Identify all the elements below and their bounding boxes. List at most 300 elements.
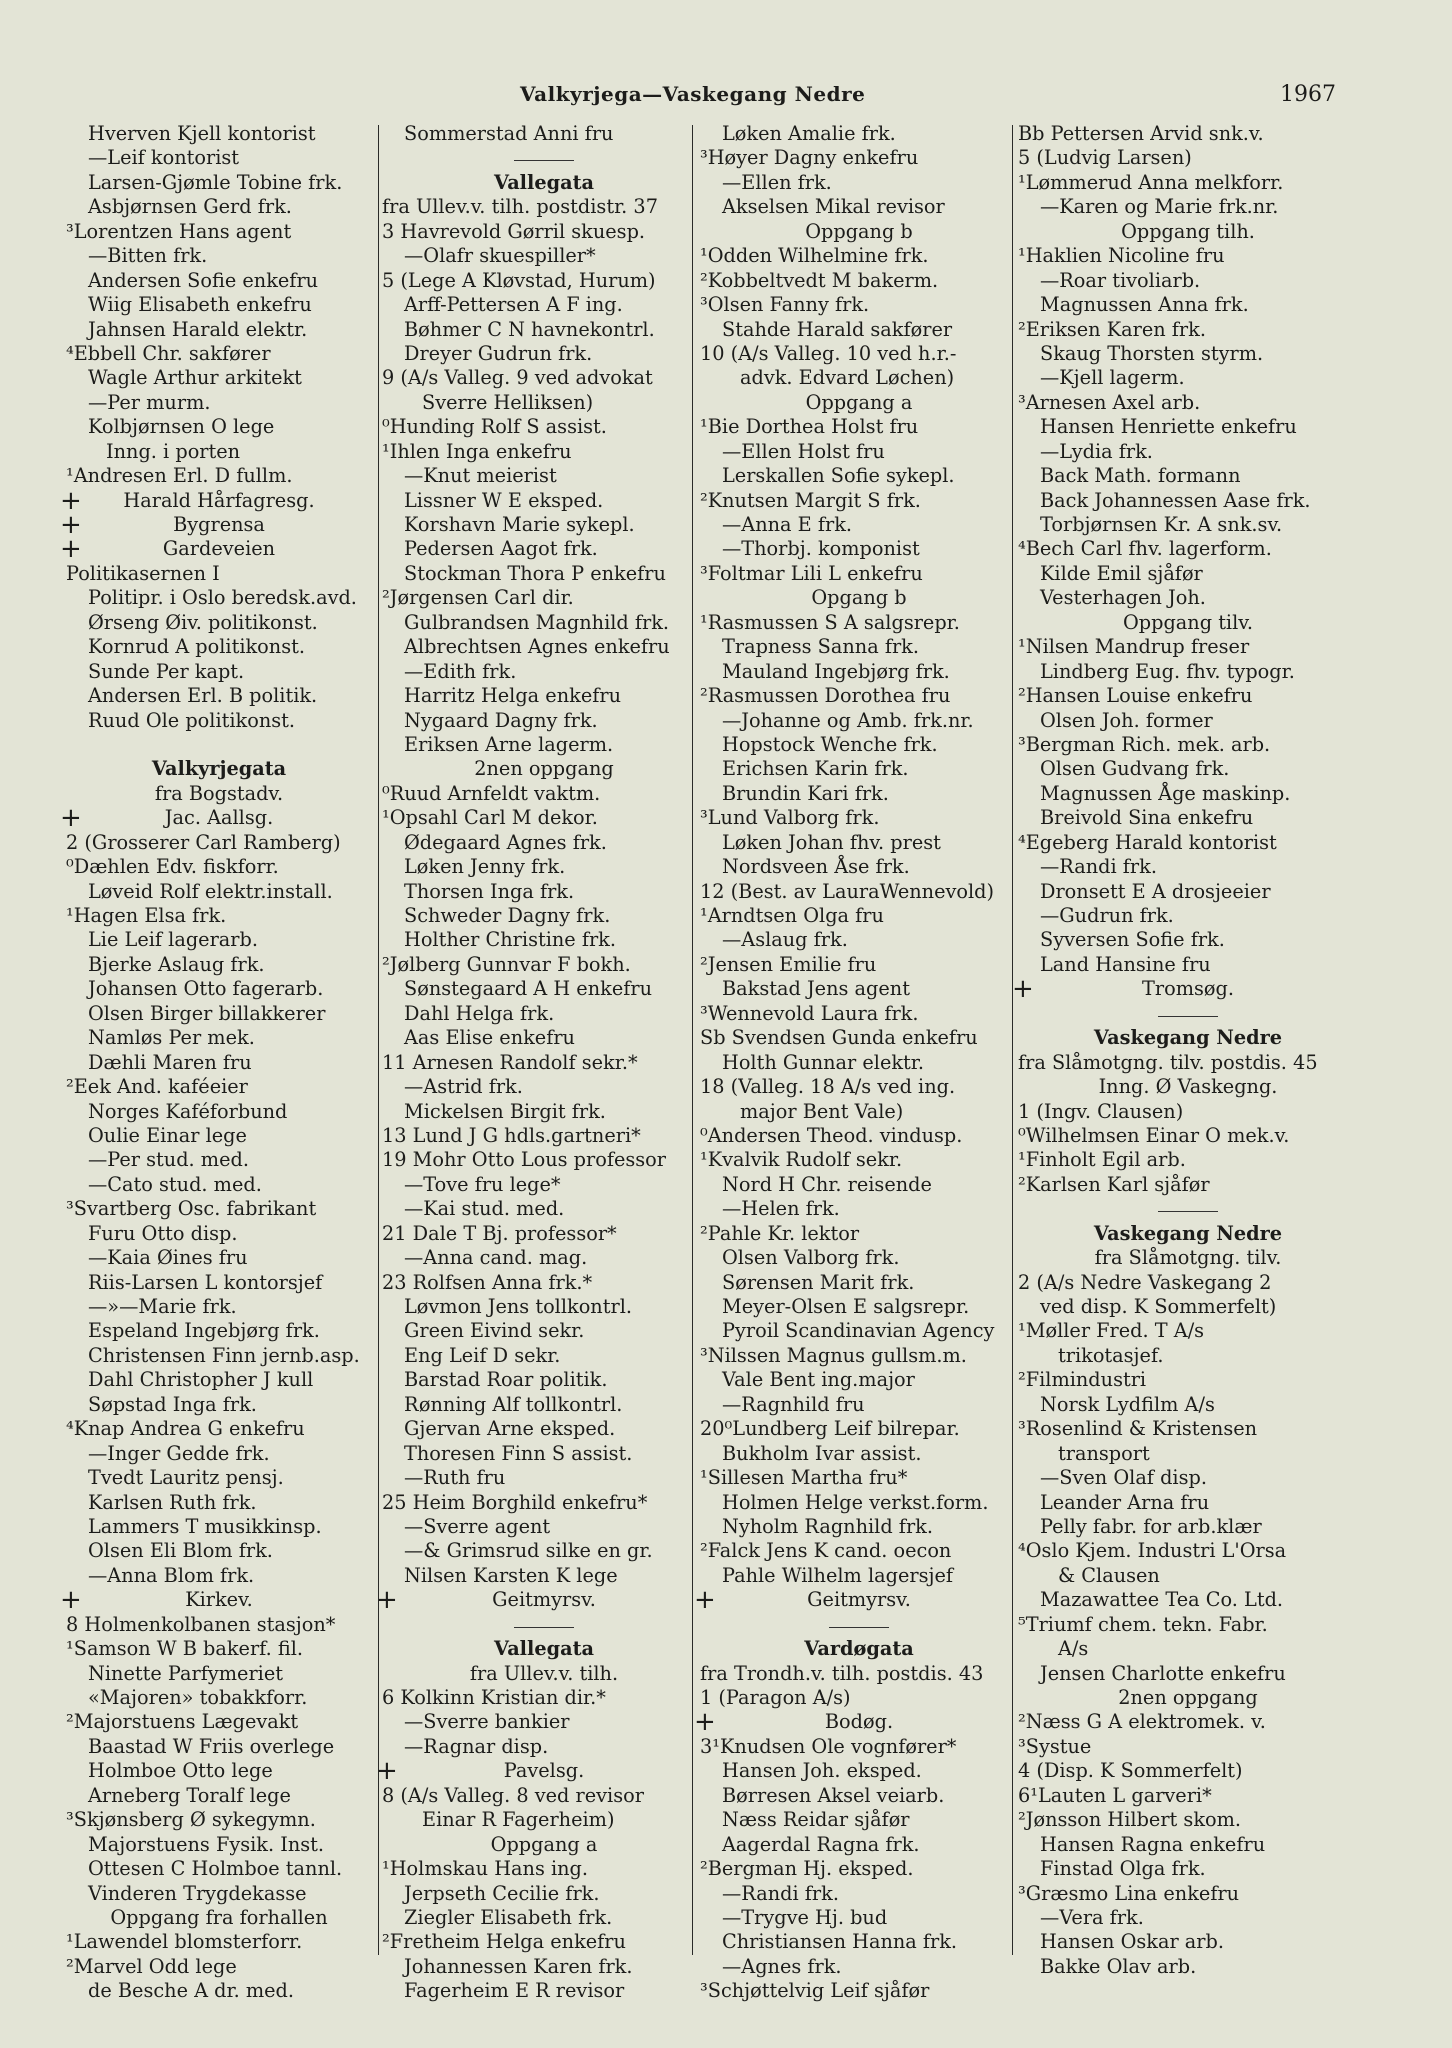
directory-entry: Bjerke Aslaug frk. bbox=[88, 952, 265, 976]
directory-entry: ³Olsen Fanny frk. bbox=[700, 293, 870, 317]
directory-entry: ⁰Ruud Arnfeldt vaktm. bbox=[382, 781, 601, 805]
directory-entry: Johannessen Karen frk. bbox=[404, 1954, 633, 1978]
directory-entry: ²Karlsen Karl sjåfør bbox=[1018, 1172, 1210, 1196]
directory-entry: 18 (Valleg. 18 A/s ved ing. bbox=[700, 1075, 956, 1099]
directory-entry: Ruud Ole politikonst. bbox=[88, 708, 296, 732]
cross-street-icon: + bbox=[694, 1585, 716, 1616]
directory-entry: ²Kobbeltvedt M bakerm. bbox=[700, 268, 939, 292]
directory-entry: Løvmon Jens tollkontrl. bbox=[404, 1295, 632, 1318]
directory-entry: ²Næss G A elektromek. v. bbox=[1018, 1710, 1266, 1734]
directory-entry: —Sverre agent bbox=[404, 1514, 551, 1538]
cross-street-icon: + bbox=[60, 510, 82, 540]
directory-entry: —Aslaug frk. bbox=[722, 928, 848, 952]
cross-street-icon: + bbox=[694, 1707, 716, 1738]
directory-entry: 1 (Paragon A/s) bbox=[700, 1686, 851, 1709]
directory-entry: Harritz Helga enkefru bbox=[404, 684, 621, 708]
directory-entry: —Per murm. bbox=[88, 390, 211, 414]
directory-entry: —Ellen Holst fru bbox=[722, 439, 885, 463]
directory-entry: Arff-Pettersen A F ing. bbox=[404, 293, 623, 317]
directory-entry: ¹Arndtsen Olga fru bbox=[700, 904, 884, 927]
directory-entry: Løken Johan fhv. prest bbox=[722, 830, 941, 854]
directory-column-2 bbox=[376, 122, 706, 2004]
directory-entry: 3 Havrevold Gørril skuesp. bbox=[382, 219, 646, 243]
directory-entry: —Kjell lagerm. bbox=[1040, 366, 1185, 390]
directory-entry: Christiansen Hanna frk. bbox=[722, 1930, 958, 1954]
directory-entry: ³Græsmo Lina enkefru bbox=[1018, 1881, 1240, 1905]
directory-entry: Sb Svendsen Gunda enkefru bbox=[700, 1026, 978, 1050]
directory-entry: 23 Rolfsen Anna frk.* bbox=[382, 1270, 593, 1294]
directory-entry: Leander Arna fru bbox=[1040, 1490, 1210, 1514]
directory-entry: Arneberg Toralf lege bbox=[88, 1783, 291, 1807]
directory-entry: Olsen Birger billakkerer bbox=[88, 1001, 326, 1025]
directory-entry: —»—Marie frk. bbox=[88, 1295, 237, 1318]
directory-entry: ³Schjøttelvig Leif sjåfør bbox=[700, 1979, 930, 2003]
directory-entry: Stockman Thora P enkefru bbox=[404, 561, 666, 585]
directory-entry: 25 Heim Borghild enkefru* bbox=[382, 1490, 648, 1514]
directory-entry: ¹Samson W B bakerf. fil. bbox=[66, 1637, 304, 1661]
directory-entry: Ziegler Elisabeth frk. bbox=[404, 1905, 613, 1929]
directory-entry: Hansen Oskar arb. bbox=[1040, 1930, 1224, 1954]
cross-street-name: Geitmyrsv. bbox=[492, 1588, 596, 1612]
directory-entry: Kilde Emil sjåfør bbox=[1040, 561, 1203, 585]
directory-entry: 6 Kolkinn Kristian dir.* bbox=[382, 1686, 606, 1709]
directory-entry: 8 Holmenkolbanen stasjon* bbox=[66, 1612, 336, 1636]
directory-entry: 10 (A/s Valleg. 10 ved h.r.- bbox=[700, 341, 957, 365]
directory-entry: A/s bbox=[1058, 1637, 1089, 1661]
directory-entry: Magnussen Anna frk. bbox=[1040, 293, 1249, 317]
directory-entry: 5 (Ludvig Larsen) bbox=[1018, 146, 1192, 170]
directory-entry: ved disp. K Sommerfelt) bbox=[1040, 1295, 1277, 1318]
directory-entry: —Per stud. med. bbox=[88, 1148, 249, 1172]
cross-street-icon: + bbox=[376, 1585, 398, 1616]
directory-entry: Barstad Roar politik. bbox=[404, 1368, 608, 1392]
directory-entry: —Anna cand. mag. bbox=[404, 1246, 588, 1270]
cross-street-name: Tromsøg. bbox=[1142, 977, 1234, 1001]
directory-entry: Sørensen Marit frk. bbox=[722, 1270, 915, 1294]
directory-entry: Korshavn Marie sykepl. bbox=[404, 513, 635, 536]
directory-entry: Nygaard Dagny frk. bbox=[404, 708, 598, 732]
directory-column-1 bbox=[60, 122, 372, 2004]
directory-entry: Eriksen Arne lagerm. bbox=[404, 732, 614, 756]
directory-entry: advk. Edvard Løchen) bbox=[740, 366, 955, 390]
directory-entry: Søpstad Inga frk. bbox=[88, 1392, 257, 1416]
directory-entry: Syversen Sofie frk. bbox=[1040, 928, 1225, 952]
page-header bbox=[0, 82, 1452, 112]
directory-entry: —Kaia Øines fru bbox=[88, 1246, 248, 1270]
directory-entry: Bakke Olav arb. bbox=[1040, 1954, 1197, 1978]
directory-entry: ¹Lawendel blomsterforr. bbox=[66, 1930, 303, 1954]
directory-entry: 2nen oppgang bbox=[1118, 1686, 1258, 1709]
directory-entry: fra Trondh.v. tilh. postdis. 43 bbox=[700, 1661, 984, 1685]
directory-entry: Norges Kaféforbund bbox=[88, 1099, 288, 1123]
divider-line bbox=[829, 1627, 889, 1628]
directory-entry: ³Lorentzen Hans agent bbox=[66, 219, 292, 243]
directory-entry: Aagerdal Ragna frk. bbox=[722, 1832, 920, 1856]
directory-entry: ²Bergman Hj. eksped. bbox=[700, 1857, 914, 1881]
divider-line bbox=[1158, 1016, 1218, 1017]
directory-entry: —Astrid frk. bbox=[404, 1075, 523, 1099]
directory-entry: Einar R Fagerheim) bbox=[422, 1808, 615, 1832]
directory-entry: Hverven Kjell kontorist bbox=[88, 122, 316, 145]
directory-entry: Inng. i porten bbox=[106, 439, 241, 463]
directory-entry: ²Falck Jens K cand. oecon bbox=[700, 1539, 952, 1563]
directory-entry: fra Ullev.v. tilh. bbox=[469, 1661, 619, 1685]
directory-entry: Vesterhagen Joh. bbox=[1040, 586, 1206, 610]
directory-entry: Mazawattee Tea Co. Ltd. bbox=[1040, 1588, 1284, 1612]
directory-entry: —Ellen frk. bbox=[722, 170, 832, 194]
directory-entry: Jensen Charlotte enkefru bbox=[1040, 1661, 1286, 1685]
directory-entry: Johansen Otto fagerarb. bbox=[88, 977, 324, 1001]
directory-entry: Lindberg Eug. fhv. typogr. bbox=[1040, 659, 1295, 683]
directory-entry: Dahl Helga frk. bbox=[404, 1001, 555, 1025]
directory-entry: 12 (Best. av LauraWennevold) bbox=[700, 879, 995, 903]
directory-entry: Larsen-Gjømle Tobine frk. bbox=[88, 170, 343, 194]
directory-entry: —Anna E frk. bbox=[722, 513, 853, 536]
street-heading: Vaskegang Nedre bbox=[1093, 1221, 1283, 1245]
directory-entry: Christensen Finn jernb.asp. bbox=[88, 1343, 360, 1367]
cross-street-entry bbox=[60, 485, 372, 516]
directory-entry: Andersen Sofie enkefru bbox=[88, 268, 319, 292]
directory-entry: Erichsen Karin frk. bbox=[722, 757, 909, 781]
directory-entry: —Helen frk. bbox=[722, 1197, 840, 1221]
directory-entry: Thorsen Inga frk. bbox=[404, 879, 575, 903]
directory-entry: Kornrud A politikonst. bbox=[88, 635, 305, 659]
directory-entry: ¹Ihlen Inga enkefru bbox=[382, 439, 572, 463]
directory-entry: ²Rasmussen Dorothea fru bbox=[700, 684, 951, 708]
directory-entry: Wagle Arthur arkitekt bbox=[88, 366, 302, 390]
directory-entry: trikotasjef. bbox=[1058, 1343, 1164, 1367]
street-heading: Vaskegang Nedre bbox=[1093, 1026, 1283, 1050]
directory-entry: ¹Odden Wilhelmine frk. bbox=[700, 244, 929, 268]
directory-entry: Bb Pettersen Arvid snk.v. bbox=[1018, 122, 1264, 145]
directory-entry: —Vera frk. bbox=[1040, 1905, 1144, 1929]
directory-entry: Næss Reidar sjåfør bbox=[722, 1808, 910, 1832]
directory-entry: —Tove fru lege* bbox=[404, 1172, 561, 1196]
directory-entry: —Ruth fru bbox=[404, 1466, 506, 1490]
directory-entry: Lie Leif lagerarb. bbox=[88, 928, 258, 952]
directory-entry: ³Foltmar Lili L enkefru bbox=[700, 561, 923, 585]
directory-entry: ³Svartberg Osc. fabrikant bbox=[66, 1197, 317, 1221]
directory-entry: ¹Haklien Nicoline fru bbox=[1018, 244, 1225, 268]
directory-entry: —Thorbj. komponist bbox=[722, 537, 920, 561]
directory-entry: ¹Sillesen Martha fru* bbox=[700, 1466, 908, 1490]
directory-entry: ⁴Egeberg Harald kontorist bbox=[1018, 830, 1277, 854]
cross-street-icon: + bbox=[1012, 974, 1034, 1005]
directory-entry: Lammers T musikkinsp. bbox=[88, 1514, 322, 1538]
directory-entry: Løken Jenny frk. bbox=[404, 855, 566, 879]
cross-street-name: Bodøg. bbox=[824, 1710, 894, 1734]
directory-entry: Sunde Per kapt. bbox=[88, 659, 245, 683]
directory-entry: Pedersen Aagot frk. bbox=[404, 537, 598, 561]
cross-street-icon: + bbox=[376, 1756, 398, 1787]
directory-entry: ¹Opsahl Carl M dekor. bbox=[382, 806, 598, 830]
directory-entry: Oppgang tilv. bbox=[1122, 610, 1254, 634]
directory-entry: ¹Kvalvik Rudolf sekr. bbox=[700, 1148, 903, 1172]
directory-entry: fra Bogstadv. bbox=[154, 781, 284, 805]
directory-entry: 4 (Disp. K Sommerfelt) bbox=[1018, 1759, 1243, 1783]
directory-entry: Olsen Valborg frk. bbox=[722, 1246, 900, 1270]
directory-entry: ²Eriksen Karen frk. bbox=[1018, 317, 1206, 341]
directory-entry: Holth Gunnar elektr. bbox=[722, 1050, 925, 1074]
directory-column-4 bbox=[1012, 122, 1358, 1979]
directory-column-3 bbox=[694, 122, 1018, 2004]
directory-entry: Espeland Ingebjørg frk. bbox=[88, 1319, 320, 1343]
column-divider bbox=[378, 125, 379, 1955]
directory-entry: —Karen og Marie frk.nr. bbox=[1040, 195, 1279, 219]
street-heading: Vallegata bbox=[494, 170, 594, 194]
directory-entry: Hansen Joh. eksped. bbox=[722, 1759, 922, 1783]
directory-entry: Pahle Wilhelm lagersjef bbox=[722, 1563, 953, 1587]
directory-entry: ¹Finholt Egil arb. bbox=[1018, 1148, 1186, 1172]
directory-entry: Albrechtsen Agnes enkefru bbox=[404, 635, 670, 659]
directory-entry: ²Jølberg Gunnvar F bokh. bbox=[382, 952, 631, 976]
directory-entry: ²Marvel Odd lege bbox=[66, 1954, 237, 1978]
divider-line bbox=[514, 1627, 574, 1628]
running-title: Valkyrjega—Vaskegang Nedre bbox=[520, 82, 866, 106]
directory-entry: ²Knutsen Margit S frk. bbox=[700, 488, 921, 512]
page-number: 1967 bbox=[1280, 82, 1336, 107]
cross-street-entry bbox=[1012, 974, 1358, 1005]
directory-entry: —Randi frk. bbox=[1040, 855, 1157, 879]
street-heading: Vallegata bbox=[494, 1637, 594, 1661]
directory-entry: ¹Hagen Elsa frk. bbox=[66, 904, 227, 927]
directory-entry: Inng. Ø Vaskegng. bbox=[1098, 1075, 1278, 1099]
directory-entry: ²Hansen Louise enkefru bbox=[1018, 684, 1253, 708]
cross-street-name: Bygrensa bbox=[173, 513, 265, 536]
directory-entry: Sommerstad Anni fru bbox=[404, 122, 614, 145]
cross-street-entry bbox=[376, 1756, 706, 1787]
directory-entry: Jerpseth Cecilie frk. bbox=[404, 1881, 600, 1905]
directory-entry: ⁵Triumf chem. tekn. Fabr. bbox=[1018, 1612, 1268, 1636]
directory-entry: Olsen Gudvang frk. bbox=[1040, 757, 1230, 781]
directory-entry: Nyholm Ragnhild frk. bbox=[722, 1514, 933, 1538]
directory-entry: Politikasernen I bbox=[66, 561, 220, 585]
directory-entry: Skaug Thorsten styrm. bbox=[1040, 341, 1264, 365]
directory-entry: fra Ullev.v. tilh. postdistr. 37 bbox=[382, 195, 658, 219]
directory-entry: ⁴Oslo Kjem. Industri L'Orsa bbox=[1018, 1539, 1287, 1563]
directory-entry: ³Skjønsberg Ø sykegymn. bbox=[66, 1808, 316, 1832]
directory-entry: ⁰Andersen Theod. vindusp. bbox=[700, 1123, 963, 1147]
directory-entry: Finstad Olga frk. bbox=[1040, 1857, 1206, 1881]
directory-entry: ⁰Hunding Rolf S assist. bbox=[382, 415, 607, 439]
directory-entry: —Gudrun frk. bbox=[1040, 904, 1174, 927]
cross-street-name: Kirkev. bbox=[185, 1588, 253, 1612]
cross-street-entry bbox=[376, 1585, 706, 1616]
street-heading: Vardøgata bbox=[804, 1637, 914, 1661]
directory-entry: Karlsen Ruth frk. bbox=[88, 1490, 257, 1514]
directory-entry: ¹Møller Fred. T A/s bbox=[1018, 1319, 1205, 1343]
cross-street-name: Geitmyrsv. bbox=[807, 1588, 911, 1612]
directory-entry: —Roar tivoliarb. bbox=[1040, 268, 1201, 292]
directory-entry: Breivold Sina enkefru bbox=[1040, 806, 1254, 830]
directory-entry: Mickelsen Birgit frk. bbox=[404, 1099, 606, 1123]
directory-entry: Andersen Erl. B politik. bbox=[88, 684, 318, 708]
directory-entry: Torbjørnsen Kr. A snk.sv. bbox=[1040, 513, 1283, 536]
directory-entry: ¹Andresen Erl. D fullm. bbox=[66, 464, 293, 488]
directory-entry: Dreyer Gudrun frk. bbox=[404, 341, 593, 365]
directory-entry: 5 (Lege A Kløvstad, Hurum) bbox=[382, 268, 656, 292]
directory-entry: 3¹Knudsen Ole vognfører* bbox=[700, 1734, 957, 1758]
directory-entry: Nord H Chr. reisende bbox=[722, 1172, 932, 1196]
directory-entry: ³Rosenlind & Kristensen bbox=[1018, 1417, 1258, 1441]
cross-street-entry bbox=[60, 1585, 372, 1616]
directory-entry: Hopstock Wenche frk. bbox=[722, 732, 938, 756]
directory-entry: Majorstuens Fysik. Inst. bbox=[88, 1832, 325, 1856]
street-heading: Valkyrjegata bbox=[151, 757, 287, 781]
directory-entry: —Edith frk. bbox=[404, 659, 517, 683]
directory-entry: de Besche A dr. med. bbox=[88, 1979, 295, 2003]
directory-entry: —Inger Gedde frk. bbox=[88, 1441, 270, 1465]
directory-entry: Pelly fabr. for arb.klær bbox=[1040, 1514, 1262, 1538]
directory-entry: —Ragnar disp. bbox=[404, 1734, 549, 1758]
directory-entry: 2nen oppgang bbox=[474, 757, 614, 781]
divider-line bbox=[1158, 1211, 1218, 1212]
directory-entry: Back Math. formann bbox=[1040, 464, 1241, 488]
directory-entry: —Johanne og Amb. frk.nr. bbox=[722, 708, 974, 732]
directory-entry: Vinderen Trygdekasse bbox=[88, 1881, 307, 1905]
directory-entry: fra Slåmotgng. tilv. postdis. 45 bbox=[1018, 1050, 1318, 1074]
cross-street-icon: + bbox=[60, 485, 82, 516]
directory-entry: Akselsen Mikal revisor bbox=[722, 195, 945, 219]
directory-entry: Namløs Per mek. bbox=[88, 1026, 255, 1050]
directory-entry: Holther Christine frk. bbox=[404, 928, 616, 952]
cross-street-name: Jac. Aallsg. bbox=[164, 806, 274, 830]
directory-entry: ³Arnesen Axel arb. bbox=[1018, 390, 1201, 414]
section-divider bbox=[382, 146, 706, 170]
directory-entry: Løken Amalie frk. bbox=[722, 122, 896, 145]
spacer bbox=[66, 733, 372, 757]
directory-entry: —Randi frk. bbox=[722, 1881, 839, 1905]
cross-street-entry bbox=[60, 534, 372, 565]
directory-entry: —Agnes frk. bbox=[722, 1954, 842, 1978]
directory-entry: ³Lund Valborg frk. bbox=[700, 806, 880, 830]
directory-entry: —Lydia frk. bbox=[1040, 439, 1153, 463]
directory-entry: Bøhmer C N havnekontrl. bbox=[404, 317, 655, 341]
directory-entry: Olsen Eli Blom frk. bbox=[88, 1539, 273, 1563]
directory-entry: 8 (A/s Valleg. 8 ved revisor bbox=[382, 1783, 644, 1807]
directory-entry: Tvedt Lauritz pensj. bbox=[88, 1466, 284, 1490]
directory-entry: Holmboe Otto lege bbox=[88, 1759, 273, 1783]
directory-entry: —Sverre bankier bbox=[404, 1710, 570, 1734]
directory-entry: ⁰Wilhelmsen Einar O mek.v. bbox=[1018, 1123, 1290, 1147]
directory-entry: 20⁰Lundberg Leif bilrepar. bbox=[700, 1417, 960, 1441]
directory-entry: —Leif kontorist bbox=[88, 146, 240, 170]
directory-entry: ³Wennevold Laura frk. bbox=[700, 1001, 919, 1025]
directory-entry: —Olafr skuespiller* bbox=[404, 244, 596, 268]
directory-entry: Fagerheim E R revisor bbox=[404, 1979, 625, 2003]
directory-entry: Løveid Rolf elektr.install. bbox=[88, 879, 333, 903]
directory-entry: ²Majorstuens Lægevakt bbox=[66, 1710, 299, 1734]
section-divider bbox=[700, 1613, 1018, 1637]
directory-entry: ²Jørgensen Carl dir. bbox=[382, 586, 574, 610]
directory-entry: 9 (A/s Valleg. 9 ved advokat bbox=[382, 366, 653, 390]
directory-entry: Oppgang b bbox=[805, 219, 913, 243]
directory-entry: Sønstegaard A H enkefru bbox=[404, 977, 653, 1001]
directory-entry: ¹Bie Dorthea Holst fru bbox=[700, 415, 919, 439]
directory-entry: 11 Arnesen Randolf sekr.* bbox=[382, 1050, 638, 1074]
directory-entry: Rønning Alf tollkontrl. bbox=[404, 1392, 623, 1416]
directory-entry: Ninette Parfymeriet bbox=[88, 1661, 283, 1685]
directory-entry: ¹Nilsen Mandrup freser bbox=[1018, 635, 1250, 659]
directory-entry: ²Jensen Emilie fru bbox=[700, 952, 877, 976]
directory-entry: fra Slåmotgng. tilv. bbox=[1094, 1246, 1282, 1270]
directory-entry: Asbjørnsen Gerd frk. bbox=[88, 195, 292, 219]
directory-entry: Nilsen Karsten K lege bbox=[404, 1563, 618, 1587]
directory-entry: Wiig Elisabeth enkefru bbox=[88, 293, 312, 317]
directory-entry: Hansen Henriette enkefru bbox=[1040, 415, 1297, 439]
directory-entry: Kolbjørnsen O lege bbox=[88, 415, 275, 439]
directory-entry: Nordsveen Åse frk. bbox=[722, 855, 910, 879]
directory-entry: Lerskallen Sofie sykepl. bbox=[722, 464, 955, 488]
directory-entry: Oppgang a bbox=[490, 1832, 598, 1856]
directory-entry: Lissner W E eksped. bbox=[404, 488, 604, 512]
directory-entry: —Cato stud. med. bbox=[88, 1172, 262, 1196]
directory-entry: Back Johannessen Aase frk. bbox=[1040, 488, 1311, 512]
directory-entry: Trapness Sanna frk. bbox=[722, 635, 919, 659]
directory-entry: Schweder Dagny frk. bbox=[404, 904, 611, 927]
directory-entry: Bakstad Jens agent bbox=[722, 977, 910, 1001]
directory-entry: —Trygve Hj. bud bbox=[722, 1905, 888, 1929]
directory-entry: «Majoren» tobakkforr. bbox=[88, 1686, 308, 1709]
directory-entry: Pyroil Scandinavian Agency bbox=[722, 1319, 995, 1343]
directory-entry: Ørseng Øiv. politikonst. bbox=[88, 610, 318, 634]
directory-entry: ²Fretheim Helga enkefru bbox=[382, 1930, 626, 1954]
directory-entry: —Knut meierist bbox=[404, 464, 557, 488]
directory-entry: Ødegaard Agnes frk. bbox=[404, 830, 607, 854]
directory-entry: ²Jønsson Hilbert skom. bbox=[1018, 1808, 1242, 1832]
directory-entry: ⁴Knap Andrea G enkefru bbox=[66, 1417, 305, 1441]
directory-entry: Oulie Einar lege bbox=[88, 1123, 247, 1147]
directory-entry: —Anna Blom frk. bbox=[88, 1563, 255, 1587]
directory-entry: ²Filmindustri bbox=[1018, 1368, 1147, 1392]
directory-entry: 13 Lund J G hdls.gartneri* bbox=[382, 1123, 641, 1147]
directory-entry: 2 (A/s Nedre Vaskegang 2 bbox=[1018, 1270, 1272, 1294]
directory-entry: Land Hansine fru bbox=[1040, 952, 1211, 976]
directory-entry: —Sven Olaf disp. bbox=[1040, 1466, 1207, 1490]
directory-entry: Opgang b bbox=[811, 586, 907, 610]
directory-entry: ²Pahle Kr. lektor bbox=[700, 1221, 860, 1245]
cross-street-entry bbox=[60, 510, 372, 540]
directory-entry: Dahl Christopher J kull bbox=[88, 1368, 314, 1392]
directory-entry: Baastad W Friis overlege bbox=[88, 1734, 335, 1758]
directory-entry: ³Nilssen Magnus gullsm.m. bbox=[700, 1343, 967, 1367]
directory-entry: —Kai stud. med. bbox=[404, 1197, 565, 1221]
directory-entry: 19 Mohr Otto Lous professor bbox=[382, 1148, 667, 1172]
directory-entry: Hansen Ragna enkefru bbox=[1040, 1832, 1266, 1856]
section-divider bbox=[382, 1613, 706, 1637]
directory-entry: Stahde Harald sakfører bbox=[722, 317, 953, 341]
directory-entry: —Ragnhild fru bbox=[722, 1392, 865, 1416]
directory-entry: Dronsett E A drosjeeier bbox=[1040, 879, 1271, 903]
cross-street-entry bbox=[60, 803, 372, 834]
directory-entry: Norsk Lydfilm A/s bbox=[1040, 1392, 1215, 1416]
directory-entry: 2 (Grosserer Carl Ramberg) bbox=[66, 830, 341, 854]
directory-entry: 21 Dale T Bj. professor* bbox=[382, 1221, 617, 1245]
directory-entry: ¹Lømmerud Anna melkforr. bbox=[1018, 170, 1284, 194]
directory-entry: —Bitten frk. bbox=[88, 244, 208, 268]
directory-entry: Oppgang a bbox=[805, 390, 913, 414]
directory-entry: transport bbox=[1058, 1441, 1150, 1465]
cross-street-name: Pavelsg. bbox=[503, 1759, 585, 1783]
directory-entry: Politipr. i Oslo beredsk.avd. bbox=[88, 586, 357, 610]
directory-entry: ⁴Ebbell Chr. sakfører bbox=[66, 341, 271, 365]
directory-entry: Mauland Ingebjørg frk. bbox=[722, 659, 950, 683]
cross-street-name: Gardeveien bbox=[162, 537, 276, 561]
directory-entry: ⁴Bech Carl fhv. lagerform. bbox=[1018, 537, 1272, 561]
directory-entry: Bukholm Ivar assist. bbox=[722, 1441, 922, 1465]
directory-entry: Brundin Kari frk. bbox=[722, 781, 889, 805]
cross-street-icon: + bbox=[60, 534, 82, 565]
